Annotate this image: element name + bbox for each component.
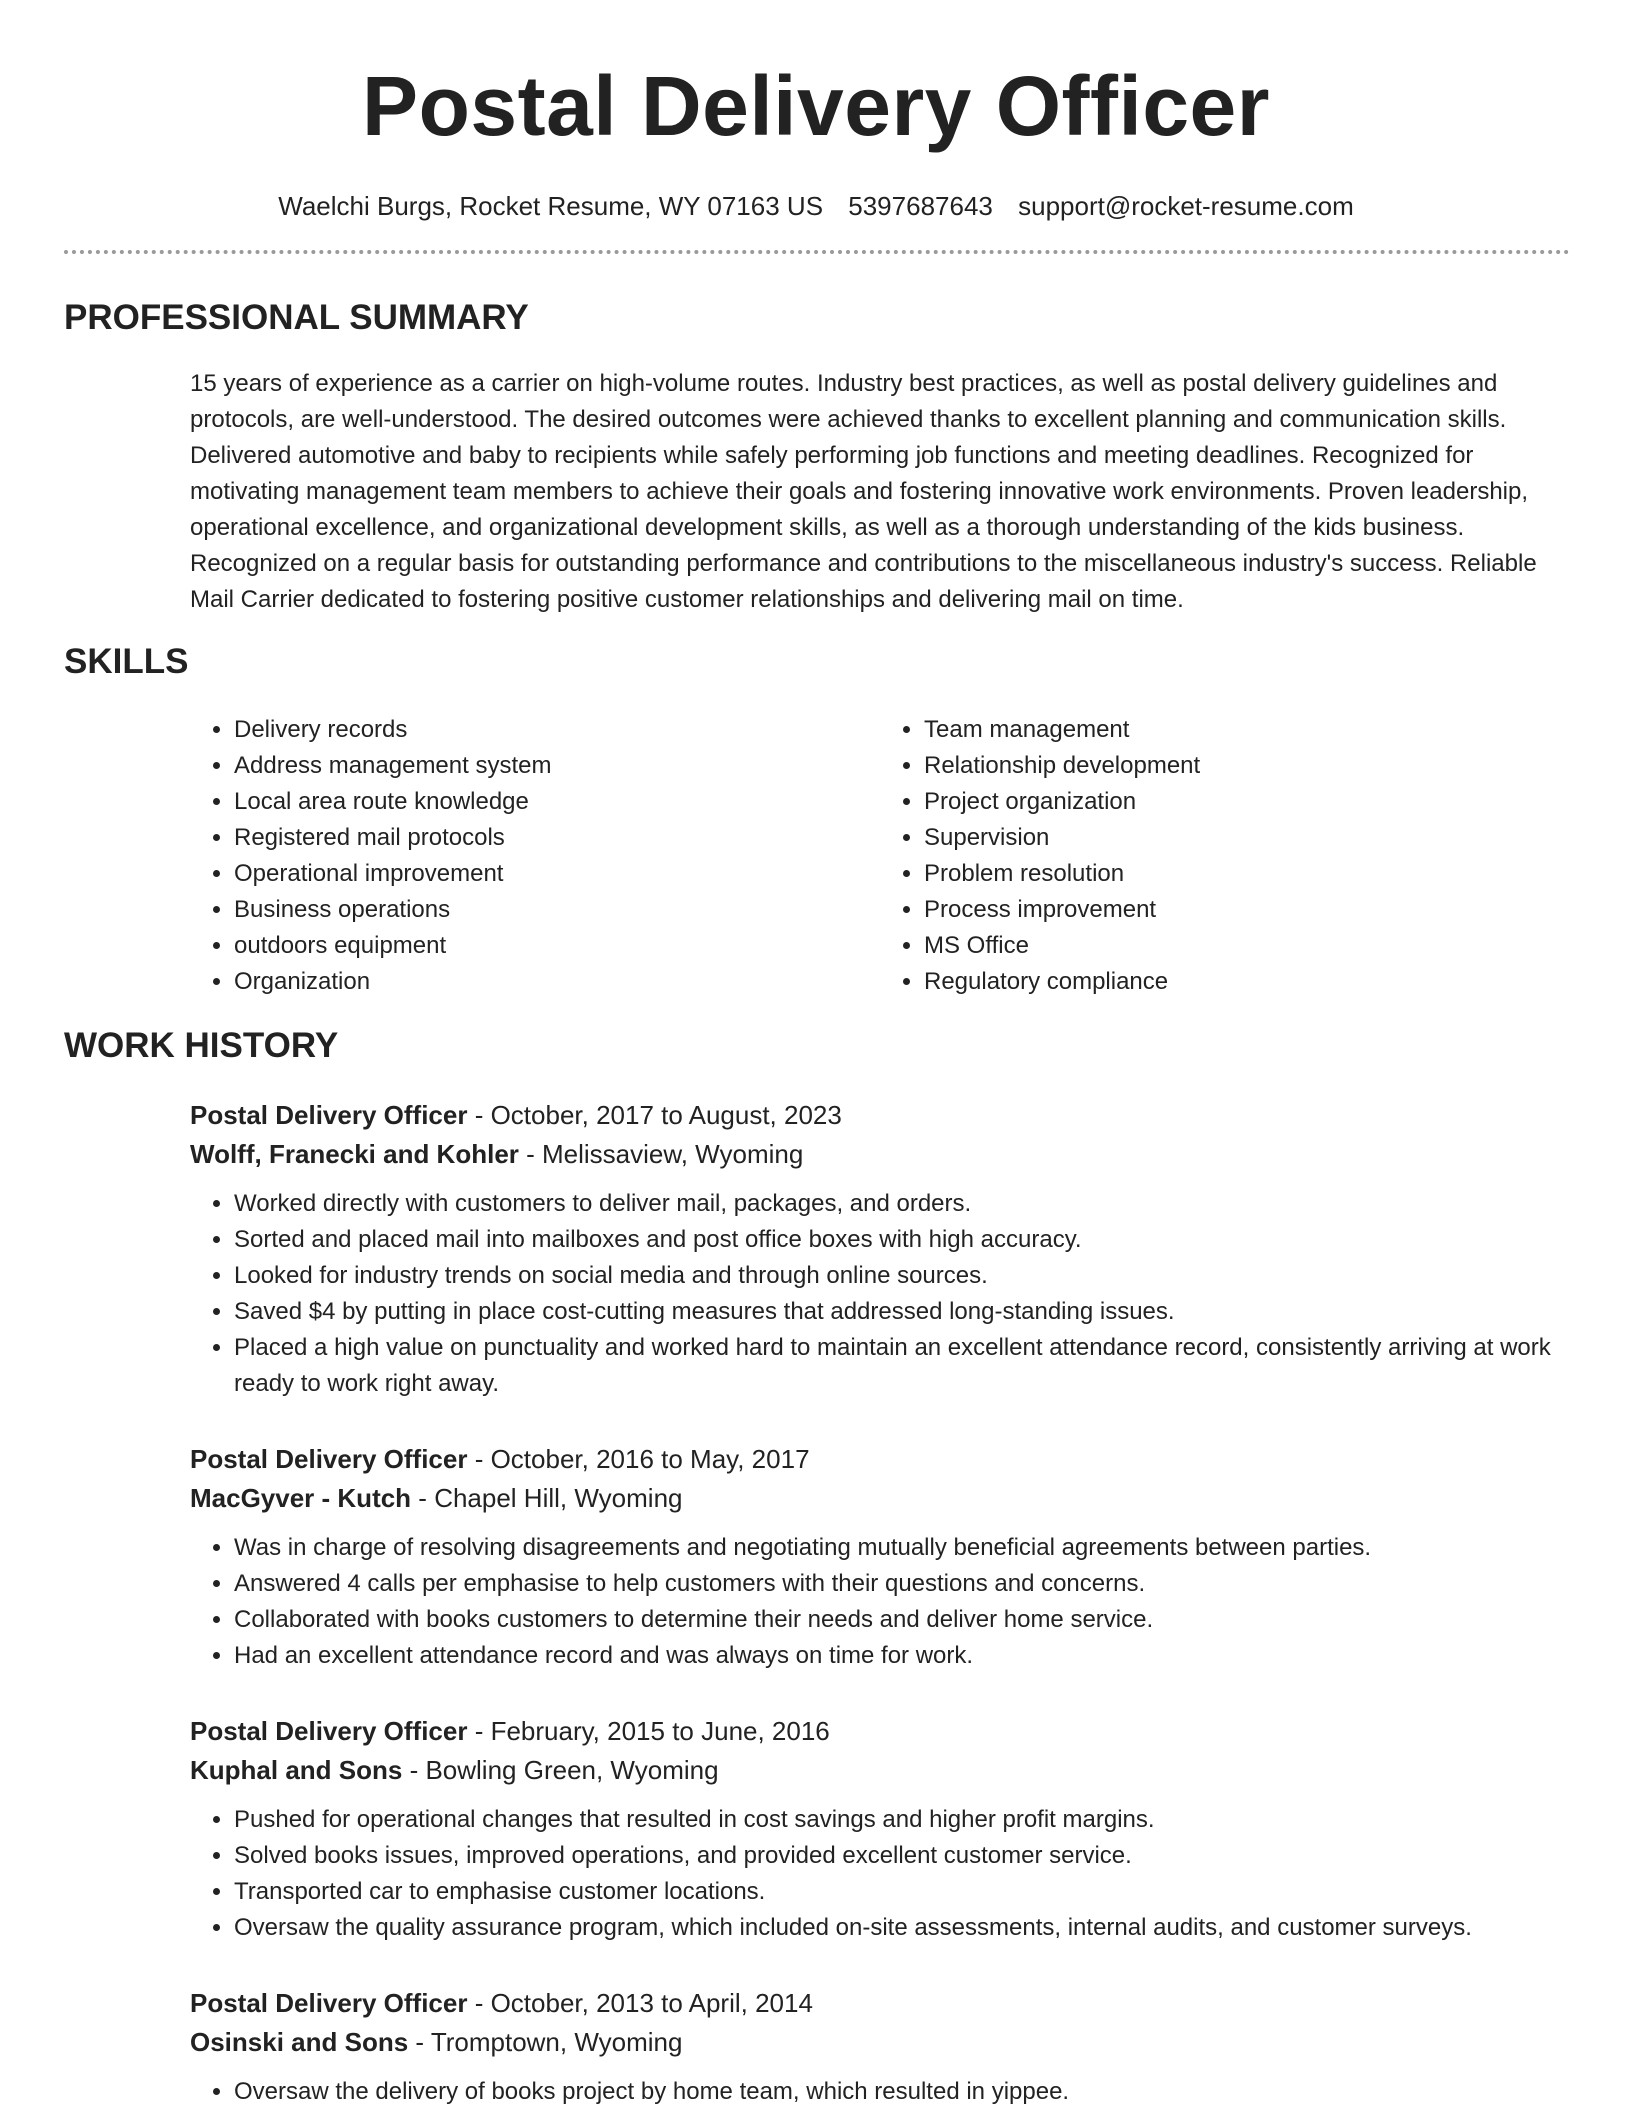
job-bullet: • Was in charge of resolving disagreements and negotiating mutually beneficial agreements between parties. [234, 1530, 1570, 1566]
job-company-line: Osinski and Sons - Tromptown, Wyoming [190, 2027, 683, 2057]
contact-line [0, 190, 1632, 222]
header-divider [64, 250, 1570, 254]
skill-item: • Address management system [234, 748, 880, 784]
skill-item: • Process improvement [924, 892, 1570, 928]
job-company-line: Kuphal and Sons - Bowling Green, Wyoming [190, 1755, 719, 1785]
skill-item: • Project organization [924, 784, 1570, 820]
job-company: Osinski and Sons [190, 2027, 409, 2057]
job-company: Wolff, Franecki and Kohler [190, 1139, 519, 1169]
job-bullets [190, 2074, 1570, 2110]
job-bullet: • Transported car to emphasise customer locations. [234, 1874, 1570, 1910]
skill-item: • Local area route knowledge [234, 784, 880, 820]
summary-text: 15 years of experience as a carrier on high-volume routes. Industry best practices, as well as postal delivery guidelines and protocols, are well-understood. The desired outcomes were achieved thanks to excellent planning and communication skills. Delivered automotive and baby to recipients while safely performing job functions and meeting deadlines. Recognized for motivating management team members to achieve their goals and fostering innovative work environments. Proven leadership, operational excellence, and organizational development skills, as well as a thorough understanding of the kids business. Recognized on a regular basis for outstanding performance and contributions to the miscellaneous industry's success. Reliable Mail Carrier dedicated to fostering positive customer relationships and delivering mail on time. [190, 370, 1537, 613]
job-dates: October, 2017 to August, 2023 [490, 1100, 842, 1130]
section-title-work-history: WORK HISTORY [64, 1026, 339, 1065]
section-title-summary: PROFESSIONAL SUMMARY [64, 298, 529, 337]
job-bullet: • Pushed for operational changes that resulted in cost savings and higher profit margins. [234, 1802, 1570, 1838]
job-entry [190, 1712, 1570, 1946]
job-title: Postal Delivery Officer [190, 1716, 468, 1746]
job-location: Chapel Hill, Wyoming [434, 1483, 683, 1513]
job-company-line: MacGyver - Kutch - Chapel Hill, Wyoming [190, 1483, 683, 1513]
job-bullets [190, 1186, 1570, 1402]
job-bullet: • Oversaw the quality assurance program, which included on-site assessments, internal audits, and customer surveys. [234, 1910, 1570, 1946]
candidate-name: Postal Delivery Officer [362, 59, 1270, 153]
skill-item: • Business operations [234, 892, 880, 928]
job-bullets [190, 1802, 1570, 1946]
contact-address: Waelchi Burgs, Rocket Resume, WY 07163 US [278, 191, 824, 221]
job-title: Postal Delivery Officer [190, 1444, 468, 1474]
job-bullet: • Looked for industry trends on social media and through online sources. [234, 1258, 1570, 1294]
skill-item: • Delivery records [234, 712, 880, 748]
job-bullet: • Solved books issues, improved operations, and provided excellent customer service. [234, 1838, 1570, 1874]
job-bullet: • Sorted and placed mail into mailboxes and post office boxes with high accuracy. [234, 1222, 1570, 1258]
job-title-line: Postal Delivery Officer - February, 2015 to June, 2016 [190, 1716, 830, 1746]
skill-item: • outdoors equipment [234, 928, 880, 964]
skill-item: • Supervision [924, 820, 1570, 856]
job-title-line: Postal Delivery Officer - October, 2016 to May, 2017 [190, 1444, 810, 1474]
skills-column-left [190, 712, 880, 1000]
job-location: Tromptown, Wyoming [430, 2027, 683, 2057]
skill-item: • Team management [924, 712, 1570, 748]
skill-item: • MS Office [924, 928, 1570, 964]
job-entry [190, 1984, 1570, 2110]
skills-list [190, 712, 1570, 1000]
skill-item: • Registered mail protocols [234, 820, 880, 856]
job-company: Kuphal and Sons [190, 1755, 403, 1785]
job-bullet: • Answered 4 calls per emphasise to help customers with their questions and concerns. [234, 1566, 1570, 1602]
skill-item: • Regulatory compliance [924, 964, 1570, 1000]
job-title-line: Postal Delivery Officer - October, 2017 to August, 2023 [190, 1100, 842, 1130]
job-entry [190, 1440, 1570, 1674]
job-company-line: Wolff, Franecki and Kohler - Melissaview, Wyoming [190, 1139, 804, 1169]
contact-phone: 5397687643 [848, 191, 993, 221]
job-bullet: • Collaborated with books customers to determine their needs and deliver home service. [234, 1602, 1570, 1638]
job-dates: October, 2016 to May, 2017 [490, 1444, 810, 1474]
job-location: Melissaview, Wyoming [542, 1139, 804, 1169]
skills-column-right [880, 712, 1570, 1000]
job-company: MacGyver - Kutch [190, 1483, 412, 1513]
skill-item: • Operational improvement [234, 856, 880, 892]
job-entry [190, 1096, 1570, 1402]
job-dates: October, 2013 to April, 2014 [490, 1988, 813, 2018]
job-bullet: • Had an excellent attendance record and was always on time for work. [234, 1638, 1570, 1674]
resume-header [0, 0, 1632, 222]
job-bullet: • Worked directly with customers to deliver mail, packages, and orders. [234, 1186, 1570, 1222]
job-title-line: Postal Delivery Officer - October, 2013 to April, 2014 [190, 1988, 813, 2018]
job-title: Postal Delivery Officer [190, 1100, 468, 1130]
job-bullet: • Saved $4 by putting in place cost-cutting measures that addressed long-standing issues. [234, 1294, 1570, 1330]
skill-item: • Problem resolution [924, 856, 1570, 892]
skill-item: • Organization [234, 964, 880, 1000]
section-title-skills: SKILLS [64, 642, 189, 681]
contact-email: support@rocket-resume.com [1018, 191, 1354, 221]
job-bullet: • Placed a high value on punctuality and worked hard to maintain an excellent attendance record, consistently arriving at work ready to work right away. [234, 1330, 1570, 1402]
job-bullet: • Oversaw the delivery of books project by home team, which resulted in yippee. [234, 2074, 1570, 2110]
job-title: Postal Delivery Officer [190, 1988, 468, 2018]
job-bullets [190, 1530, 1570, 1674]
job-location: Bowling Green, Wyoming [425, 1755, 719, 1785]
skill-item: • Relationship development [924, 748, 1570, 784]
job-dates: February, 2015 to June, 2016 [490, 1716, 830, 1746]
